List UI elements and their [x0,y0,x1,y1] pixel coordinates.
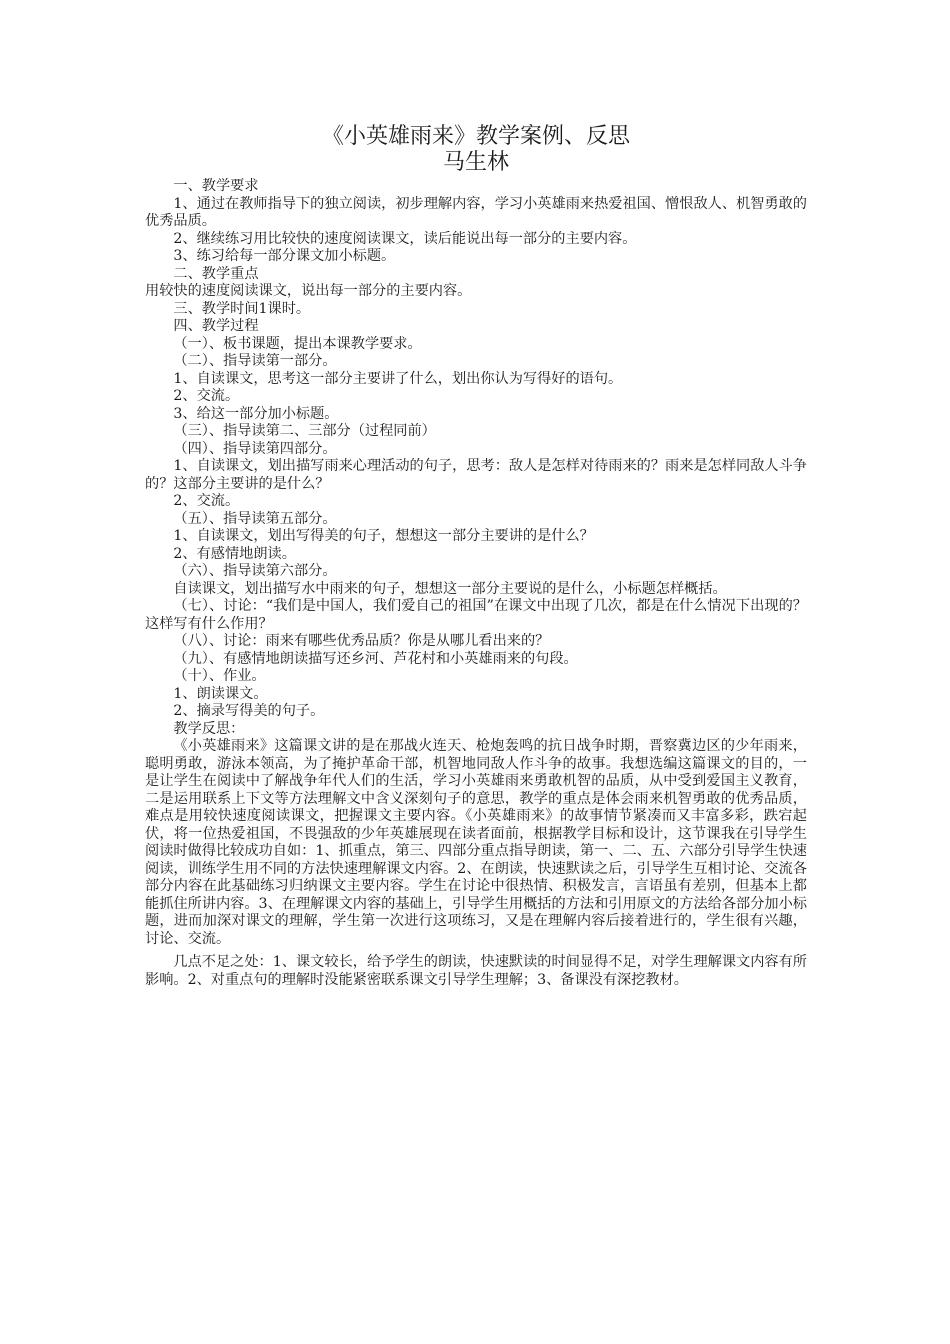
paragraph: （四）、指导读第四部分。 [173,440,337,457]
paragraph: 1、通过在教师指导下的独立阅读，初步理解内容，学习小英雄雨来热爱祖国、憎恨敌人、机智勇敢的优秀品质。 [145,195,807,229]
paragraph: 2、交流。 [173,388,240,404]
document-title: 《小英雄雨来》教学案例、反思 [321,124,630,149]
paragraph: 三、教学时间1课时。 [173,300,311,317]
paragraph: （一）、板书课题，提出本课教学要求。 [173,335,422,352]
paragraph: 几点不足之处：1、课文较长，给予学生的朗读，快速默读的时间显得不足，对学生理解课文内容有所影响。2、对重点句的理解时没能紧密联系课文引导学生理解；3、备课没有深挖教材。 [145,954,807,988]
paragraph: 1、自读课文，思考这一部分主要讲了什么，划出你认为写得好的语句。 [173,370,623,387]
paragraph: （十）、作业。 [173,668,266,684]
paragraph: （六）、指导读第六部分。 [173,563,337,579]
paragraph: 1、自读课文，划出写得美的句子，想想这一部分主要讲的是什么？ [173,528,594,544]
paragraph: 用较快的速度阅读课文，说出每一部分的主要内容。 [145,283,472,299]
paragraph: （三）、指导读第二、三部分（过程同前） [173,423,436,439]
document-author: 马生林 [442,150,509,175]
paragraph: 1、自读课文，划出描写雨来心理活动的句子，思考：敌人是怎样对待雨来的？雨来是怎样同敌人斗争的？这部分主要讲的是什么？ [145,458,807,492]
document-page [145,124,807,989]
paragraph: 自读课文，划出描写水中雨来的句子，想想这一部分主要说的是什么，小标题怎样概括。 [173,580,727,597]
paragraph: 2、交流。 [173,493,240,509]
paragraph: 2、继续练习用比较快的速度阅读课文，读后能说出每一部分的主要内容。 [173,230,637,247]
paragraph: 2、有感情地朗读。 [173,545,296,562]
paragraph: （九）、有感情地朗读描写还乡河、芦花村和小英雄雨来的句段。 [173,650,578,667]
paragraph: 1、朗读课文。 [173,685,268,702]
paragraph: 3、给这一部分加小标题。 [173,405,339,422]
paragraph: 二、教学重点 [173,265,259,282]
paragraph: （七）、讨论：“我们是中国人，我们爱自己的祖国”在课文中出现了几次，都是在什么情况下出现的？这样写有什么作用？ [145,598,807,632]
document-body [145,178,807,989]
paragraph: 教学反思： [173,720,245,737]
paragraph: 《小英雄雨来》这篇课文讲的是在那战火连天、枪炮轰鸣的抗日战争时期，晋察冀边区的少年雨来，聪明勇敢，游泳本领高，为了掩护革命干部，机智地同敌人作斗争的故事。我想选编这篇课文的目的，一是让学生在阅读中了解战争年代人们的生活，学习小英雄雨来勇敢机智的品质，从中受到爱国主义教育，二是运用联系上下文等方法理解文中含义深刻句子的意思，教学的重点是体会雨来机智勇敢的优秀品质，难点是用较快速度阅读课文，把握课文主要内容。《小英雄雨来》的故事情节紧凑而又丰富多彩，跌宕起伏，将一位热爱祖国，不畏强敌的少年英雄展现在读者面前，根据教学目标和设计，这节课我在引导学生阅读时做得比较成功自如：1、抓重点，第三、四部分重点指导朗读，第一、二、五、六部分引导学生快速阅读，训练学生用不同的方法快速理解课文内容。2、在朗读，快速默读之后，引导学生互相讨论、交流各部分内容在此基础练习归纳课文主要内容。学生在讨论中很热情、积极发言，言语虽有差别，但基本上都能抓住所讲内容。3、在理解课文内容的基础上，引导学生用概括的方法和引用原文的方法给各部分加小标题，进而加深对课文的理解，学生第一次进行这项练习，又是在理解内容后接着进行的，学生很有兴趣，讨论、交流。 [145,738,807,947]
paragraph: 四、教学过程 [173,318,259,334]
paragraph: 一、教学要求 [173,178,259,194]
paragraph: （五）、指导读第五部分。 [173,510,337,527]
paragraph: （八）、讨论：雨来有哪些优秀品质？你是从哪儿看出来的？ [173,633,550,649]
paragraph: （二）、指导读第一部分。 [173,353,337,369]
paragraph: 2、摘录写得美的句子。 [173,703,325,719]
paragraph: 3、练习给每一部分课文加小标题。 [173,248,396,264]
